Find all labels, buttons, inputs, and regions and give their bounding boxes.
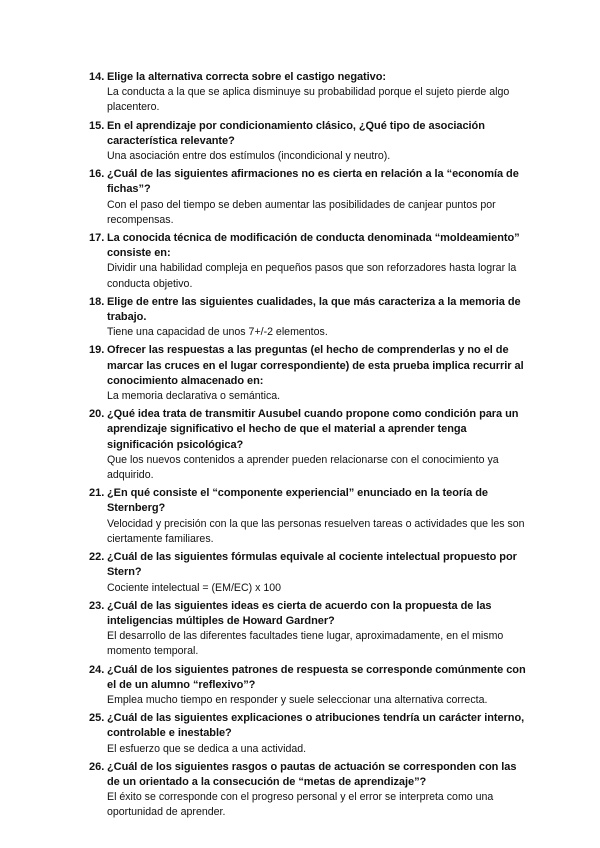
question-number: 20.: [89, 408, 105, 421]
question-text: ¿Cuál de los siguientes patrones de respuesta se corresponde comúnmente con el de un alumno “reflexivo”?: [107, 663, 526, 691]
question-item-19: [90, 343, 530, 404]
question-number: 16.: [89, 168, 105, 181]
question-item-20: [90, 407, 530, 483]
question-text: La conocida técnica de modificación de conducta denominada “moldeamiento” consiste en:: [107, 232, 520, 260]
question-item-18: [90, 295, 530, 341]
question-item-16: [90, 167, 530, 228]
answer-text: El esfuerzo que se dedica a una actividad.: [107, 742, 307, 755]
question-number: 18.: [89, 295, 105, 308]
question-number: 17.: [89, 232, 105, 245]
answer-text: Tiene una capacidad de unos 7+/-2 elementos.: [107, 326, 328, 339]
question-number: 14.: [89, 71, 105, 83]
answer-text: Que los nuevos contenidos a aprender pueden relacionarse con el conocimiento ya adquirido.: [107, 453, 499, 482]
question-text: ¿Cuál de las siguientes afirmaciones no es cierta en relación a la “economía de fichas”?: [107, 168, 519, 196]
question-text: Elige la alternativa correcta sobre el castigo negativo:: [107, 71, 387, 83]
answer-text: Dividir una habilidad compleja en pequeños pasos que son reforzadores hasta lograr la conducta objetivo.: [107, 262, 517, 290]
question-number: 24.: [89, 663, 105, 676]
question-number: 26.: [89, 760, 105, 773]
question-item-21: [90, 486, 530, 547]
question-number: 19.: [89, 344, 105, 357]
question-item-14: [90, 70, 530, 116]
answer-text: Cociente intelectual = (EM/EC) x 100: [107, 581, 281, 594]
answer-text: Velocidad y precisión con la que las personas resuelven tareas o actividades que les son ciertamente familiares.: [107, 517, 525, 545]
question-text: ¿Cuál de los siguientes rasgos o pautas de actuación se corresponden con las de un orientado a la consecución de “metas de aprendizaje”?: [107, 760, 517, 788]
question-text: ¿Cuál de las siguientes ideas es cierta de acuerdo con la propuesta de las inteligencias múltiples de Howard Gardner?: [107, 599, 492, 627]
answer-text: Una asociación entre dos estímulos (incondicional y neutro).: [107, 150, 391, 163]
answer-text: El desarrollo de las diferentes facultades tiene lugar, aproximadamente, en el mismo momento temporal.: [107, 630, 504, 658]
question-item-17: [90, 231, 530, 292]
question-item-22: [90, 550, 530, 596]
question-item-24: [90, 663, 530, 709]
question-text: ¿Cuál de las siguientes explicaciones o atribuciones tendría un carácter interno, controlable e inestable?: [107, 712, 525, 740]
question-list: [90, 70, 530, 824]
question-text: En el aprendizaje por condicionamiento clásico, ¿Qué tipo de asociación característica relevante?: [107, 119, 485, 147]
question-number: 22.: [89, 551, 105, 564]
question-text: Elige de entre las siguientes cualidades, la que más caracteriza a la memoria de trabajo.: [107, 295, 521, 324]
question-number: 15.: [89, 119, 105, 132]
question-number: 23.: [89, 599, 105, 612]
question-item-26: [90, 760, 530, 821]
question-number: 21.: [89, 487, 105, 500]
question-text: ¿Cuál de las siguientes fórmulas equivale al cociente intelectual propuesto por Stern?: [107, 551, 517, 579]
question-item-15: [90, 119, 530, 165]
question-item-23: [90, 599, 530, 660]
answer-text: El éxito se corresponde con el progreso personal y el error se interpreta como una oportunidad de aprender.: [107, 791, 494, 819]
question-number: 25.: [89, 712, 105, 725]
answer-text: Con el paso del tiempo se deben aumentar las posibilidades de canjear puntos por recompensas.: [107, 198, 496, 226]
answer-text: La memoria declarativa o semántica.: [107, 390, 281, 403]
question-item-25: [90, 711, 530, 757]
answer-text: Emplea mucho tiempo en responder y suele seleccionar una alternativa correcta.: [107, 693, 488, 706]
question-text: ¿Qué idea trata de transmitir Ausubel cuando propone como condición para un aprendizaje significativo el hecho de que el material a aprender tenga significación psicológica?: [107, 408, 519, 451]
question-text: ¿En qué consiste el “componente experiencial” enunciado en la teoría de Sternberg?: [107, 487, 488, 515]
answer-text: La conducta a la que se aplica disminuye su probabilidad porque el sujeto pierde algo placentero.: [107, 86, 510, 114]
question-text: Ofrecer las respuestas a las preguntas (el hecho de comprenderlas y no el de marcar las cruces en el lugar correspondiente) de esta prueba implica recurrir al conocimiento almacenado en:: [107, 344, 524, 387]
